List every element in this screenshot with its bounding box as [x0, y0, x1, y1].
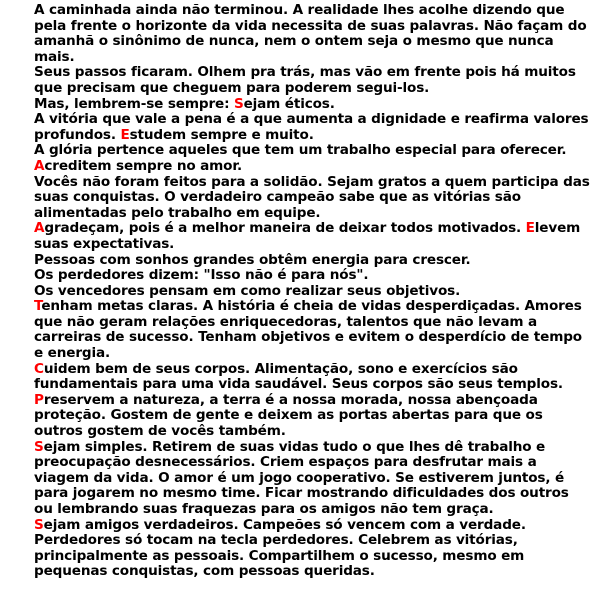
- paragraph: [34, 112, 592, 143]
- highlighted-initial: A: [34, 157, 45, 174]
- paragraph: [34, 393, 592, 440]
- paragraph-text: Vocês não foram feitos para a solidão. Sejam gratos a quem participa das suas conquistas. O verdadeiro campeão sabe que as vitórias são alimentadas pelo trabalho em equipe.: [34, 173, 590, 221]
- highlighted-initial: P: [34, 391, 44, 408]
- highlighted-initial: A: [34, 220, 45, 237]
- paragraph-text: A vitória que vale a pena é a que aumenta a dignidade e reafirma valores profundos.: [34, 111, 589, 143]
- paragraph-text: uidem bem de seus corpos. Alimentação, sono e exercícios são fundamentais para uma vida saudável. Seus corpos são seus templos.: [34, 360, 563, 393]
- paragraph-text: levem suas expectativas.: [34, 220, 581, 252]
- paragraph: [34, 440, 592, 518]
- paragraph-text: A caminhada ainda não terminou. A realidade lhes acolhe dizendo que pela frente o horizonte da vida necessita de suas palavras. Não façam do amanhã o sinônimo de nunca, nem o ontem seja o mesmo que nunca mais.: [34, 2, 587, 65]
- paragraph-text: ejam amigos verdadeiros. Campeões só vencem com a verdade. Perdedores só tocam na tecla perdedores. Celebrem as vitórias, principalmente as pessoais. Compartilhem o sucesso, mesmo em pequenas conquistas, com pessoas queridas.: [34, 516, 526, 580]
- paragraph: [34, 299, 592, 361]
- paragraph: [34, 3, 592, 65]
- paragraph: [34, 221, 592, 252]
- highlighted-initial: S: [233, 95, 244, 112]
- paragraph: [34, 518, 592, 580]
- paragraph-text: ejam simples. Retirem de suas vidas tudo o que lhes dê trabalho e preocupação desnecessários. Criem espaços para desfrutar mais a viagem da vida. O amor é um jogo cooperativo. Se estiverem juntos, é para jogarem no mesmo time. Ficar mostrando dificuldades dos outros ou lembrando suas fraquezas para os amigos não tem graça.: [34, 438, 569, 517]
- paragraph-text: reservem a natureza, a terra é a nossa morada, nossa abençoada proteção. Gostem de gente e deixem as portas abertas para que os outros gostem de vocês também.: [34, 391, 543, 440]
- paragraph-text: studem sempre e muito.: [129, 126, 314, 143]
- paragraph: [34, 284, 592, 300]
- paragraph-text: creditem sempre no amor.: [44, 157, 242, 174]
- highlighted-initial: E: [120, 126, 130, 143]
- highlighted-initial: S: [34, 516, 44, 533]
- paragraph-text: Mas, lembrem-se sempre:: [34, 95, 234, 112]
- paragraph: [34, 253, 592, 269]
- paragraph: [34, 65, 592, 96]
- paragraph: [34, 175, 592, 222]
- paragraph-text: Os perdedores dizem: "Isso não é para nós".: [34, 267, 369, 284]
- paragraph: [34, 97, 592, 113]
- paragraph-text: A glória pertence aqueles que tem um trabalho especial para oferecer.: [34, 142, 567, 159]
- paragraph: [34, 143, 592, 174]
- paragraph-text: enham metas claras. A história é cheia de vidas desperdiçadas. Amores que não geram relações enriquecedoras, talentos que não levam a carreiras de sucesso. Tenham objetivos e evitem o desperdício de tempo e energia.: [34, 298, 582, 362]
- highlighted-initial: C: [34, 360, 44, 377]
- paragraph: [34, 268, 592, 284]
- paragraph-text: Seus passos ficaram. Olhem pra trás, mas vão em frente pois há muitos que precisam que cheguem para poderem segui-los.: [34, 64, 576, 96]
- paragraph: [34, 362, 592, 393]
- highlighted-initial: E: [525, 220, 535, 237]
- highlighted-initial: T: [34, 298, 42, 315]
- paragraph-text: Os vencedores pensam em como realizar seus objetivos.: [34, 282, 461, 299]
- paragraph-text: ejam éticos.: [243, 95, 335, 112]
- paragraph-text: Pessoas com sonhos grandes obtêm energia para crescer.: [34, 251, 471, 268]
- highlighted-initial: S: [34, 438, 44, 455]
- paragraph-text: gradeçam, pois é a melhor maneira de deixar todos motivados.: [44, 220, 526, 237]
